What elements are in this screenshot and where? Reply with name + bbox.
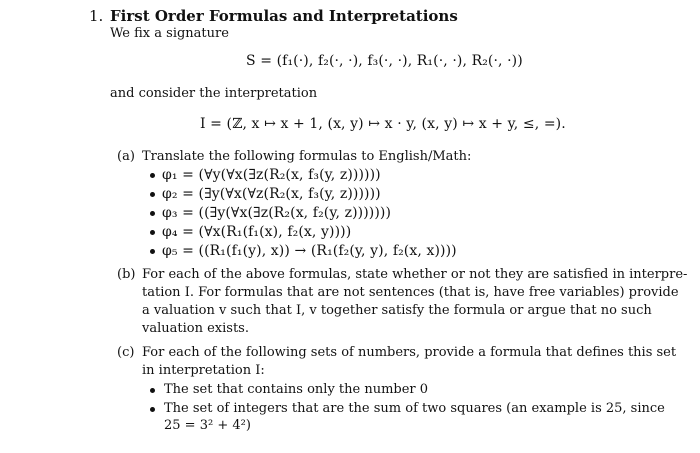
part-c-label: (c) bbox=[117, 345, 135, 360]
part-c-line: in interpretation I: bbox=[142, 363, 265, 378]
problem-number: 1. bbox=[89, 7, 104, 25]
formula-phi3: φ₃ = ((∃y(∀x(∃z(R₂(x, f₂(y, z))))))) bbox=[162, 205, 392, 221]
formula-phi5: φ₅ = ((R₁(f₁(y), x)) → (R₁(f₂(y, y), f₂(x, x)))) bbox=[162, 243, 457, 259]
set-item-squares-cont: 25 = 3² + 4²) bbox=[164, 418, 251, 433]
formula-bullet bbox=[150, 211, 155, 216]
part-b-label: (b) bbox=[117, 267, 136, 282]
formula-phi1: φ₁ = (∀y(∀x(∃z(R₂(x, f₃(y, z)))))) bbox=[162, 167, 381, 183]
set-bullet bbox=[150, 388, 155, 393]
formula-phi2: φ₂ = (∃y(∀x(∀z(R₂(x, f₃(y, z)))))) bbox=[162, 186, 381, 202]
set-item-squares: The set of integers that are the sum of two squares (an example is 25, since bbox=[164, 401, 665, 416]
part-b-line: a valuation v such that I, v together satisfy the formula or argue that no such bbox=[142, 303, 652, 318]
formula-bullet bbox=[150, 249, 155, 254]
set-bullet bbox=[150, 407, 155, 412]
interpretation-formula: I = (ℤ, x ↦ x + 1, (x, y) ↦ x · y, (x, y) ↦ x + y, ≤, =). bbox=[200, 116, 566, 132]
formula-bullet bbox=[150, 173, 155, 178]
part-b-line: For each of the above formulas, state whether or not they are satisfied in interpre- bbox=[142, 267, 688, 282]
part-c-line: For each of the following sets of numbers, provide a formula that defines this set bbox=[142, 345, 677, 360]
part-b-line: valuation exists. bbox=[142, 321, 249, 336]
part-b-line: tation I. For formulas that are not sentences (that is, have free variables) provide bbox=[142, 285, 679, 300]
formula-phi4: φ₄ = (∀x(R₁(f₁(x), f₂(x, y)))) bbox=[162, 224, 352, 240]
intro-text: We fix a signature bbox=[110, 26, 229, 41]
formula-bullet bbox=[150, 230, 155, 235]
problem-title: First Order Formulas and Interpretations bbox=[110, 7, 458, 25]
formula-bullet bbox=[150, 192, 155, 197]
consider-text: and consider the interpretation bbox=[110, 86, 318, 101]
signature-formula: S = (f₁(·), f₂(·, ·), f₃(·, ·), R₁(·, ·), R₂(·, ·)) bbox=[246, 53, 523, 69]
set-item-zero: The set that contains only the number 0 bbox=[164, 382, 429, 397]
part-a-text: Translate the following formulas to English/Math: bbox=[142, 149, 472, 164]
part-a-label: (a) bbox=[117, 149, 135, 164]
